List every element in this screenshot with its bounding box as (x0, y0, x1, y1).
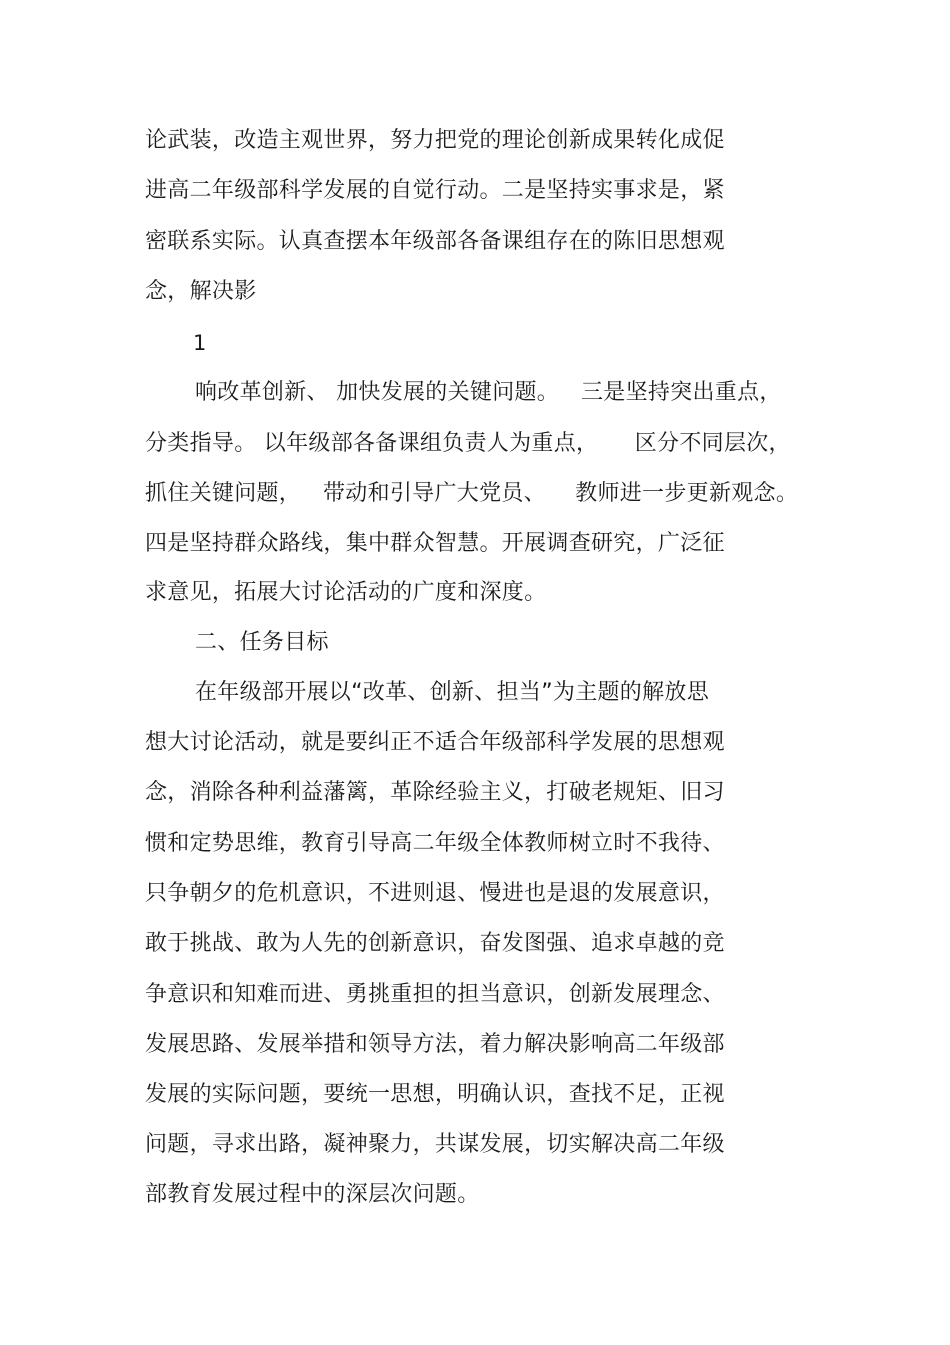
text-line: 进高二年级部科学发展的自觉行动。二是坚持实事求是，紧 (145, 178, 725, 203)
text-line: 论武装，改造主观世界，努力把党的理论创新成果转化成促 (145, 128, 725, 153)
section-heading: 二、任务目标 (195, 630, 329, 655)
text-line: 分类指导。 以年级部各备课组负责人为重点， 区分不同层次， (145, 431, 791, 456)
text-line: 想大讨论活动，就是要纠正不适合年级部科学发展的思想观 (145, 730, 725, 755)
text-line: 密联系实际。认真查摆本年级部各备课组存在的陈旧思想观 (145, 229, 725, 254)
text-line: 惯和定势思维，教育引导高二年级全体教师树立时不我待、 (145, 831, 725, 856)
text-line: 念，消除各种利益藩篱，革除经验主义，打破老规矩、旧习 (145, 780, 725, 805)
text-line: 念，解决影 (145, 279, 257, 304)
text-line: 争意识和知难而进、勇挑重担的担当意识，创新发展理念、 (145, 982, 725, 1007)
paragraph-first-line: 在年级部开展以“改革、创新、担当”为主题的解放思 (195, 680, 709, 705)
text-line: 发展的实际问题，要统一思想，明确认识，查找不足，正视 (145, 1082, 725, 1107)
text-line: 四是坚持群众路线，集中群众智慧。开展调查研究，广泛征 (145, 531, 725, 556)
text-line: 发展思路、发展举措和领导方法，着力解决影响高二年级部 (145, 1032, 725, 1057)
page-number: 1 (193, 331, 207, 355)
paragraph-first-line: 响改革创新、 加快发展的关键问题。 三是坚持突出重点， (195, 380, 782, 405)
text-line: 求意见，拓展大讨论活动的广度和深度。 (145, 580, 547, 605)
text-line: 部教育发展过程中的深层次问题。 (145, 1182, 480, 1207)
text-line: 敢于挑战、敢为人先的创新意识，奋发图强、追求卓越的竞 (145, 931, 725, 956)
text-line: 抓住关键问题， 带动和引导广大党员、 教师进一步更新观念。 (145, 481, 799, 506)
text-line: 问题，寻求出路，凝神聚力，共谋发展，切实解决高二年级 (145, 1132, 725, 1157)
text-line: 只争朝夕的危机意识，不进则退、慢进也是退的发展意识， (145, 881, 725, 906)
